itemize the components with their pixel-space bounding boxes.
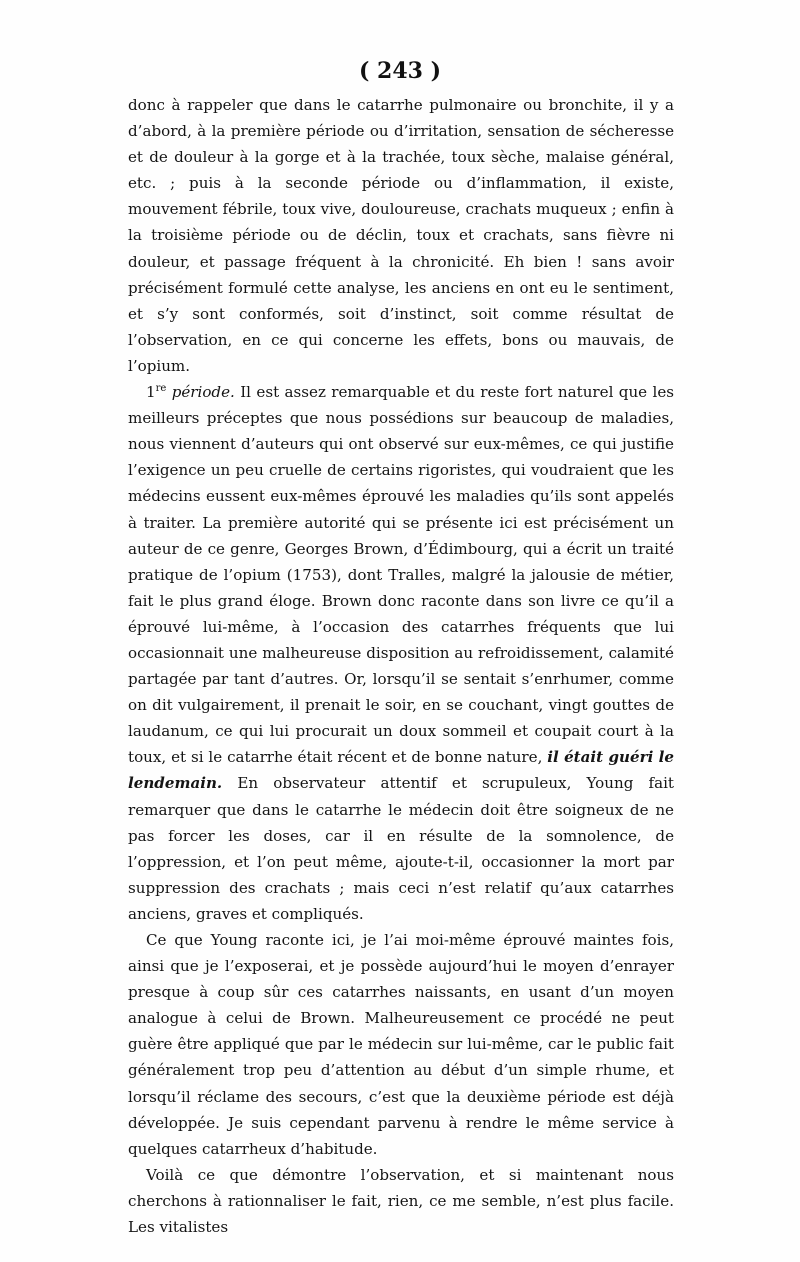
section-label-number: 1 xyxy=(146,383,156,402)
paragraph-1: donc à rappeler que dans le catarrhe pulmonaire ou bronchite, il y a d’abord, à la première période ou d’irritation, sensation de sécheresse et de douleur à la gorge et à la trachée, toux sèche, malaise général, etc. ; puis à la seconde période ou d’inflammation, il existe, mouvement fébrile, toux vive, douloureuse, crachats muqueux ; enfin à la troisième période ou de déclin, toux et crachats, sans fièvre ni douleur, et passage fréquent à la chronicité. Eh bien ! sans avoir précisément formulé cette analyse, les anciens en ont eu le sentiment, et s’y sont conformés, soit d’instinct, soit comme résultat de l’observation, en ce qui concerne les effets, bons ou mauvais, de l’opium. xyxy=(128,96,674,375)
paragraph-3: Ce que Young raconte ici, je l’ai moi-même éprouvé maintes fois, ainsi que je l’exposerai, et je possède aujourd’hui le moyen d’enrayer presque à coup sûr ces catarrhes naissants, en usant d’un moyen analogue à celui de Brown. Malheureusement ce procédé ne peut guère être appliqué que par le médecin sur lui-même, car le public fait généralement trop peu d’attention au début d’un simple rhume, et lorsqu’il réclame des secours, c’est que la deuxième période est déjà développée. Je suis cependant parvenu à rendre le même service à quelques catarrheux d’habitude. xyxy=(128,931,674,1158)
body-text xyxy=(128,92,674,1240)
section-label-word: période. xyxy=(166,383,235,402)
paragraph-2-emphasis: il était guéri le lendemain. xyxy=(128,748,674,793)
paragraph-2-text-a: Il est assez remarquable et du reste fort naturel que les meilleurs préceptes que nous possédions sur beaucoup de maladies, nous viennent d’auteurs qui ont observé sur eux-mêmes, ce qui justifie l’exigence un peu cruelle de certains rigoristes, qui voudraient que les médecins eussent eux-mêmes éprouvé les maladies qu’ils sont appelés à traiter. La première autorité qui se présente ici est précisément un auteur de ce genre, Georges Brown, d’Édimbourg, qui a écrit un traité pratique de l’opium (1753), dont Tralles, malgré la jalousie de métier, fait le plus grand éloge. Brown donc raconte dans son livre ce qu’il a éprouvé lui-même, à l’occasion des catarrhes fréquents que lui occasionnait une malheureuse disposition au refroidissement, calamité partagée par tant d’autres. Or, lorsqu’il se sentait s’enrhumer, comme on dit vulgairement, il prenait le soir, en se couchant, vingt gouttes de laudanum, ce qui lui procurait un doux sommeil et coupait court à la toux, et si le catarrhe était récent et de bonne nature, xyxy=(128,383,674,767)
paragraph-2 xyxy=(128,379,674,927)
paragraph-4: Voilà ce que démontre l’observation, et si maintenant nous cherchons à rationnaliser le fait, rien, ce me semble, n’est plus facile. Les vitalistes xyxy=(128,1165,674,1237)
paragraph-2-text-b: En observateur attentif et scrupuleux, Young fait remarquer que dans le catarrhe le médecin doit être soigneux de ne pas forcer les doses, car il en résulte de la somnolence, de l’oppression, et l’on peut même, ajoute-t-il, occasionner la mort par suppression des crachats ; mais ceci n’est relatif qu’aux catarrhes anciens, graves et compliqués. xyxy=(128,774,674,923)
page-number: ( 243 ) xyxy=(358,58,442,84)
section-label-superscript: re xyxy=(155,383,167,394)
